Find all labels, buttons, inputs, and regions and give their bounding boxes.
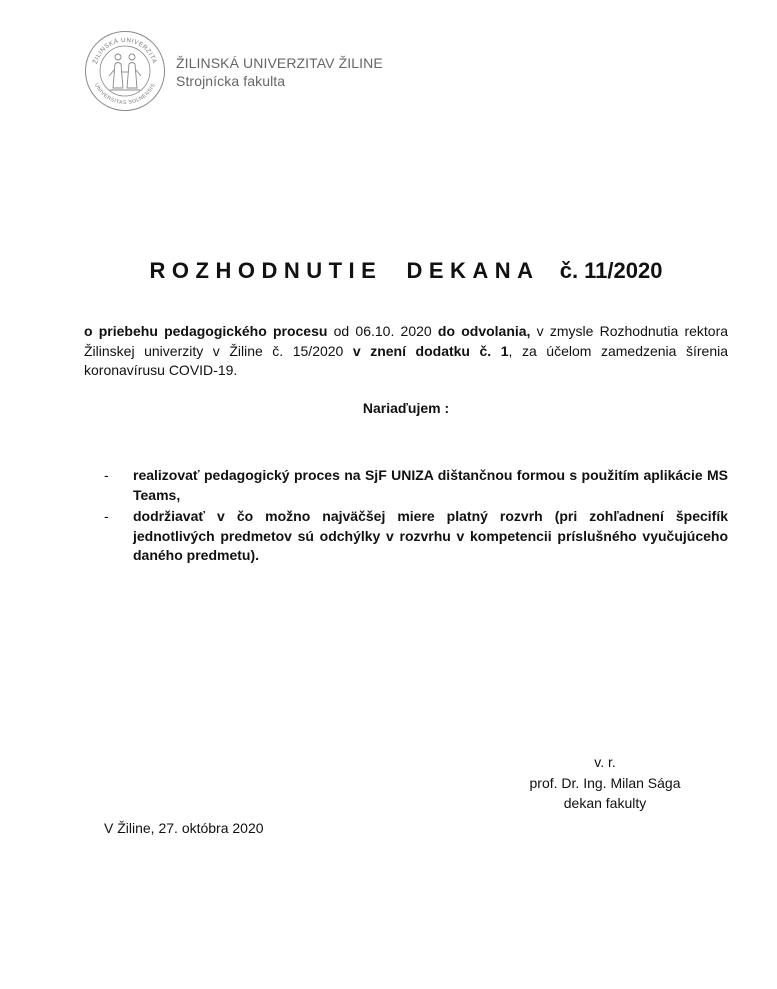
title-word-rozhodnutie: ROZHODNUTIE [149,258,383,283]
list-item-text: realizovať pedagogický proces na SjF UNIZA dištančnou formou s použitím aplikácie MS Teams, [133,467,728,503]
order-list [104,466,728,568]
title-number: č. 11/2020 [559,258,663,283]
document-title [0,258,777,284]
list-item-text: dodržiavať v čo možno najväčšej miere platný rozvrh (pri zohľadnení špecifík jednotlivých predmetov sú odchýlky v rozvrhu v kompetencii príslušného vyučujúceho daného predmetu). [133,508,728,563]
signature-vr: v. r. [594,754,616,770]
signature-role: dekan fakulty [563,795,647,811]
list-item [104,466,728,505]
place-date: V Žiline, 27. októbra 2020 [104,820,264,836]
faculty-name: Strojnícka fakulta [176,73,286,89]
intro-text-3: , za účelom zamedzenia šírenia koronavírusu COVID-19. [84,342,729,378]
svg-text:UNIVERSITAS SOLNENSIS: UNIVERSITAS SOLNENSIS [92,82,158,107]
header-university-block [176,54,383,90]
intro-bold-3: v znení dodatku č. 1 [352,342,509,359]
order-heading: Nariaďujem : [362,400,450,416]
list-dash: - [104,508,109,524]
intro-paragraph [84,322,728,381]
signature-name: prof. Dr. Ing. Milan Sága [529,774,681,791]
intro-bold-2: do odvolania, [437,323,531,339]
title-word-dekana: DEKANA [406,258,540,283]
list-dash: - [104,467,109,483]
intro-text-1: od 06.10. 2020 [327,323,438,339]
intro-bold-1: o priebehu pedagogického procesu [84,323,328,339]
list-item [104,507,728,566]
intro-text-2: v zmysle Rozhodnutia rektora Žilinskej univerzity v Žiline č. 15/2020 [84,323,729,359]
university-seal-logo [84,30,166,112]
university-name: ŽILINSKÁ UNIVERZITAV ŽILINE [176,55,383,71]
signature-block [500,752,710,814]
svg-text:ŽILINSKÁ UNIVERZITA: ŽILINSKÁ UNIVERZITA [91,36,159,65]
